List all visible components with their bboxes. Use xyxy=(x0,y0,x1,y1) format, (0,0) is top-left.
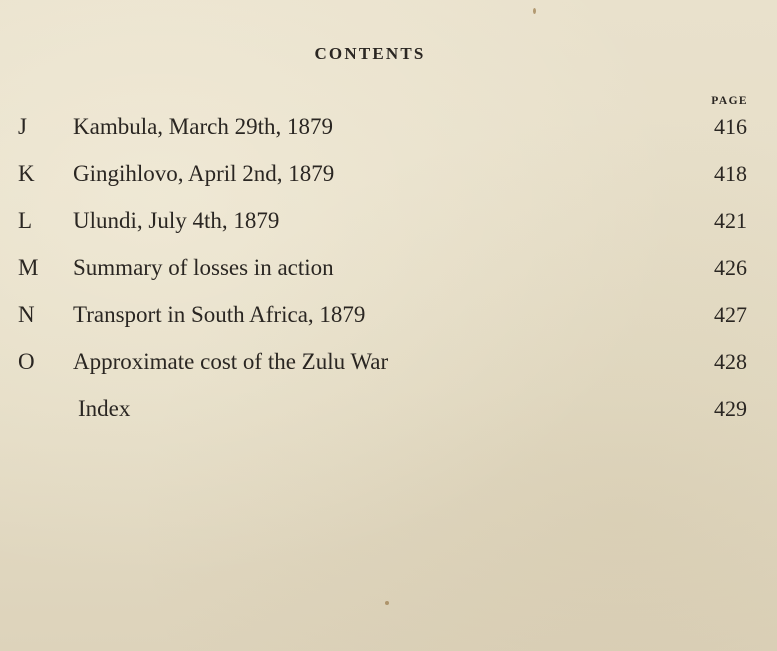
entry-title: Index xyxy=(78,396,131,421)
entry-letter: J xyxy=(18,114,27,139)
entry-page-number: 426 xyxy=(714,255,747,280)
entry-page-number: 428 xyxy=(714,349,747,374)
entry-letter: L xyxy=(18,208,33,233)
entry-letter: N xyxy=(18,302,35,327)
contents-entry xyxy=(0,390,777,437)
entry-page-number: 418 xyxy=(714,161,747,186)
entry-title: Kambula, March 29th, 1879 xyxy=(73,114,333,139)
entry-page-number: 429 xyxy=(714,396,747,421)
contents-entry xyxy=(0,202,777,249)
contents-entry xyxy=(0,343,777,390)
entry-letter: M xyxy=(18,255,39,280)
paper-speck xyxy=(533,8,536,14)
entry-title: Approximate cost of the Zulu War xyxy=(73,349,389,374)
contents-list xyxy=(0,108,777,437)
contents-entry xyxy=(0,249,777,296)
contents-entry xyxy=(0,108,777,155)
contents-entry xyxy=(0,296,777,343)
entry-page-number: 421 xyxy=(714,208,747,233)
entry-title: Gingihlovo, April 2nd, 1879 xyxy=(73,161,335,186)
entry-letter: K xyxy=(18,161,35,186)
contents-heading: CONTENTS xyxy=(314,44,426,63)
entry-page-number: 427 xyxy=(714,302,747,327)
entry-page-number: 416 xyxy=(714,114,747,139)
contents-entry xyxy=(0,155,777,202)
page-column-label: PAGE xyxy=(711,95,748,107)
paper-speck xyxy=(385,601,389,605)
entry-letter: O xyxy=(18,349,35,374)
entry-title: Summary of losses in action xyxy=(73,255,334,280)
entry-title: Ulundi, July 4th, 1879 xyxy=(73,208,280,233)
entry-title: Transport in South Africa, 1879 xyxy=(73,302,366,327)
